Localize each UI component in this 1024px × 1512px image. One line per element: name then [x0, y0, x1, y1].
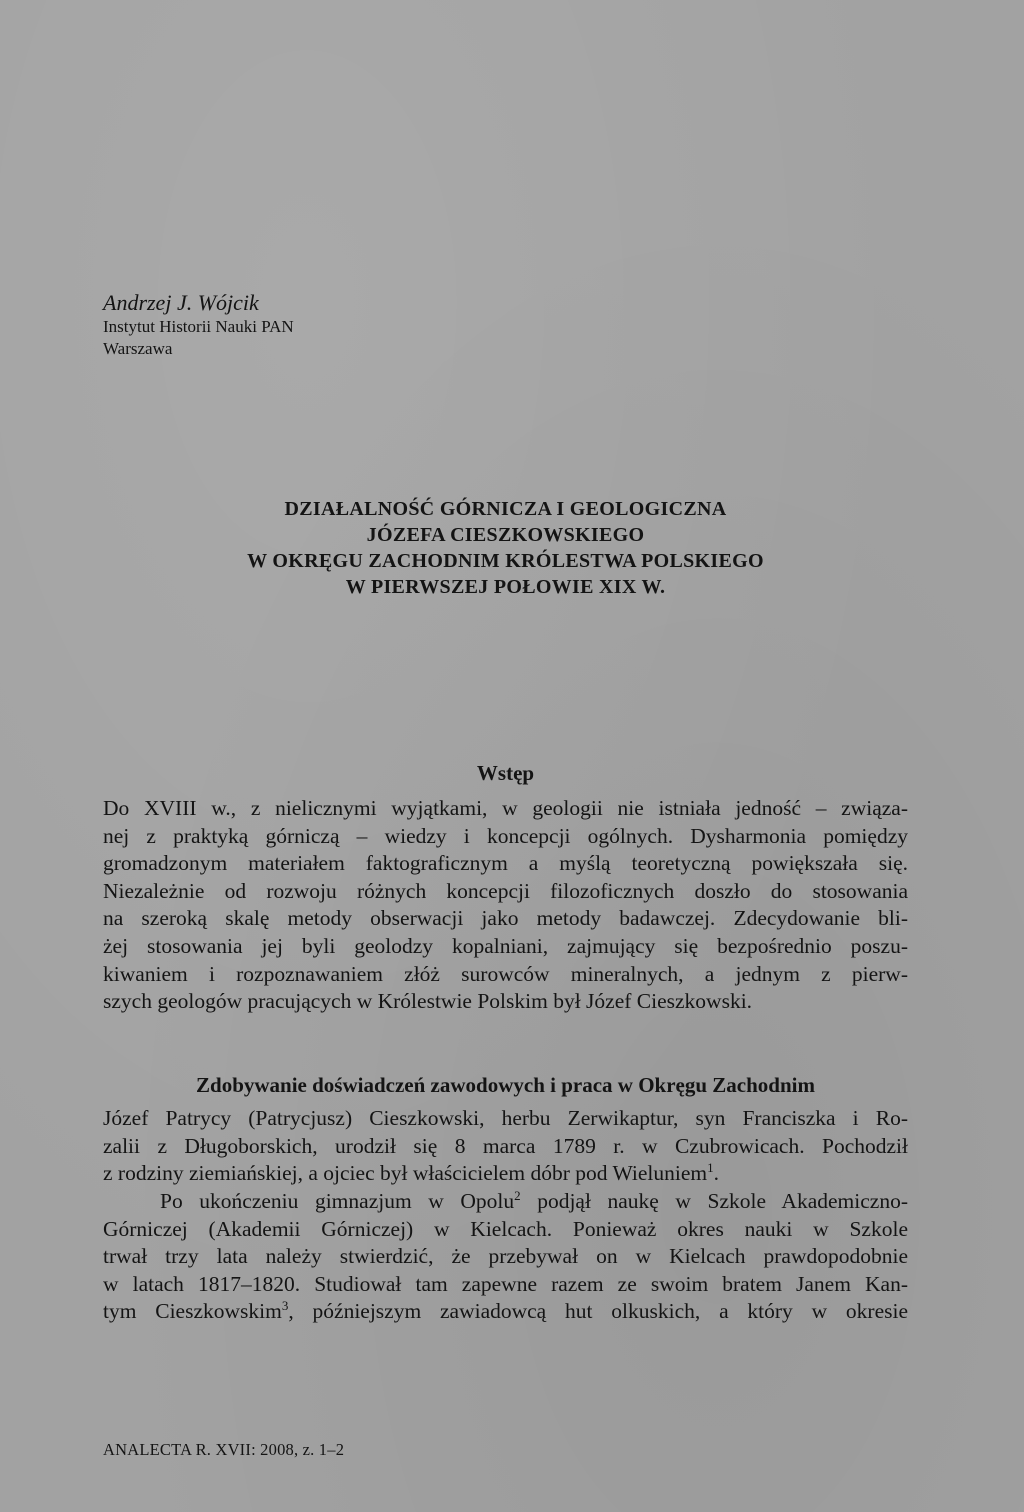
footnote-ref-2[interactable]: 2: [514, 1187, 521, 1203]
text-span: z rodziny ziemiańskiej, a ojciec był właścicielem dóbr pod Wieluniem: [103, 1161, 708, 1186]
journal-footer: ANALECTA R. XVII: 2008, z. 1–2: [103, 1440, 345, 1459]
text-line: trwał trzy lata należy stwierdzić, że przebywał on w Kielcach prawdopodobnie: [103, 1244, 908, 1269]
article-title: [103, 496, 908, 600]
text-span: .: [713, 1161, 719, 1186]
text-line: gromadzonym materiałem faktograficznym a myślą teoretyczną powiększała się.: [103, 851, 908, 876]
career-paragraph-1: [103, 1105, 908, 1188]
text-span: tym Cieszkowskim: [103, 1299, 282, 1324]
text-line: Do XVIII w., z nielicznymi wyjątkami, w geologii nie istniała jedność – związa-: [103, 796, 908, 820]
author-name: Andrzej J. Wójcik: [103, 290, 259, 315]
text-line: [103, 1160, 908, 1188]
text-line: w latach 1817–1820. Studiował tam zapewne razem ze swoim bratem Janem Kan-: [103, 1271, 908, 1296]
author-city: Warszawa: [103, 339, 173, 358]
introduction-paragraph: [103, 795, 908, 1016]
text-line: [103, 1298, 908, 1326]
author-institution: Instytut Historii Nauki PAN: [103, 317, 294, 336]
footnote-ref-3[interactable]: 3: [281, 1298, 289, 1314]
title-line: W PIERWSZEJ POŁOWIE XIX W.: [345, 576, 666, 598]
text-span: , późniejszym zawiadowcą hut olkuskich, a który w okresie: [288, 1299, 908, 1324]
text-line: Górniczej (Akademii Górniczej) w Kielcach. Ponieważ okres nauki w Szkole: [103, 1216, 908, 1241]
text-span: podjął naukę w Szkole Akademiczno-: [520, 1189, 908, 1213]
text-line: na szeroką skalę metody obserwacji jako metody badawczej. Zdecydowanie bli-: [103, 906, 908, 931]
text-line: szych geologów pracujących w Królestwie Polskim był Józef Cieszkowski.: [103, 989, 753, 1014]
text-line: żej stosowania jej byli geolodzy kopalniani, zajmujący się bezpośrednio poszu-: [103, 933, 908, 958]
title-line: W OKRĘGU ZACHODNIM KRÓLESTWA POLSKIEGO: [247, 550, 764, 572]
section-heading-career: Zdobywanie doświadczeń zawodowych i praca w Okręgu Zachodnim: [196, 1073, 815, 1097]
career-paragraph-2: [103, 1188, 908, 1326]
text-line: [103, 1188, 908, 1216]
footnote-ref-1[interactable]: 1: [707, 1160, 714, 1176]
text-line: Niezależnie od rozwoju różnych koncepcji filozoficznych doszło do stosowania: [103, 878, 908, 903]
text-span: Po ukończeniu gimnazjum w Opolu: [160, 1189, 515, 1213]
title-line: JÓZEFA CIESZKOWSKIEGO: [366, 524, 645, 546]
text-line: Józef Patrycy (Patrycjusz) Cieszkowski, herbu Zerwikaptur, syn Franciszka i Ro-: [103, 1106, 908, 1130]
title-line: DZIAŁALNOŚĆ GÓRNICZA I GEOLOGICZNA: [284, 498, 727, 520]
author-block: [103, 290, 503, 360]
section-heading-introduction: Wstęp: [476, 761, 535, 785]
text-line: nej z praktyką górniczą – wiedzy i koncepcji ogólnych. Dysharmonia pomiędzy: [103, 823, 908, 848]
text-line: zalii z Długoborskich, urodził się 8 marca 1789 r. w Czubrowicach. Pochodził: [103, 1133, 908, 1158]
text-line: kiwaniem i rozpoznawaniem złóż surowców mineralnych, a jednym z pierw-: [103, 961, 908, 986]
